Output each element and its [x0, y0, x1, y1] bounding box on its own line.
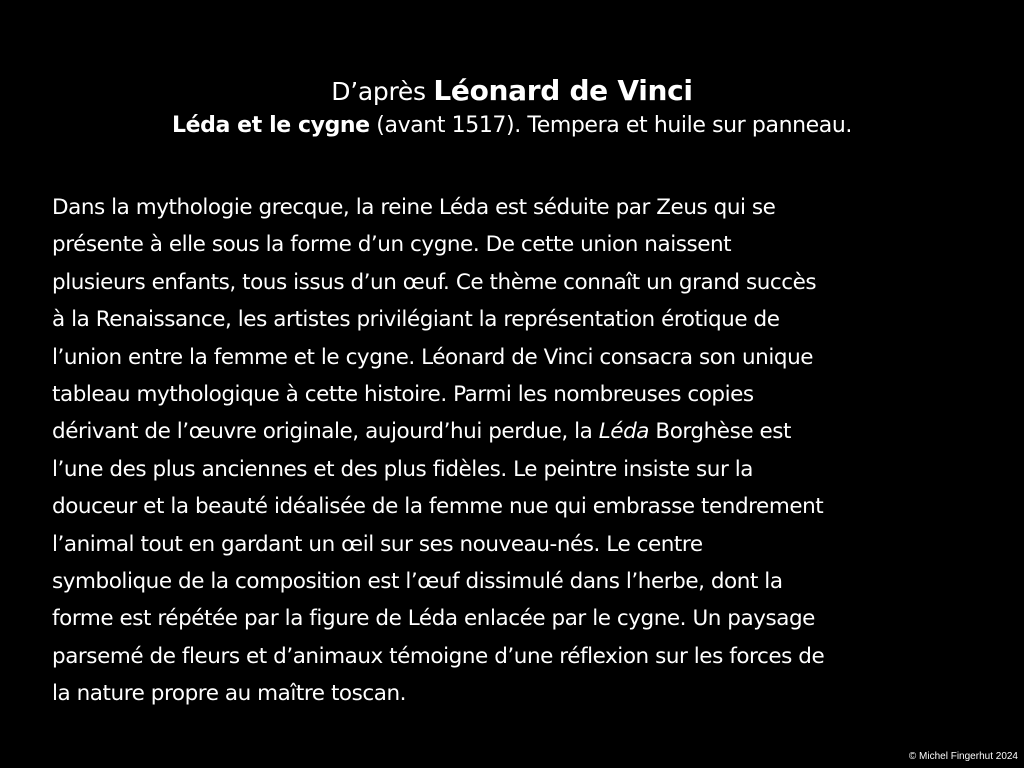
paragraph-line: l’animal tout en gardant un œil sur ses nouveau-nés. Le centre: [52, 531, 703, 557]
paragraph-line: à la Renaissance, les artistes privilégiant la représentation érotique de: [52, 307, 780, 333]
slide-subtitle: [0, 110, 1024, 142]
slide-title: [0, 73, 1024, 110]
description-paragraph: [52, 189, 977, 713]
paragraph-line: [52, 413, 977, 450]
slide-header: [0, 73, 1024, 142]
paragraph-line: l’une des plus anciennes et des plus fidèles. Le peintre insiste sur la: [52, 456, 753, 482]
work-title: Léda et le cygne: [171, 113, 370, 138]
paragraph-line: la nature propre au maître toscan.: [52, 681, 407, 707]
copyright-notice: © Michel Fingerhut 2024: [908, 751, 1018, 762]
paragraph-line: tableau mythologique à cette histoire. Parmi les nombreuses copies: [52, 382, 754, 408]
italic-leda: Léda: [598, 419, 650, 445]
paragraph-line: parsemé de fleurs et d’animaux témoigne d’une réflexion sur les forces de: [52, 643, 825, 669]
line-text-before: dérivant de l’œuvre originale, aujourd’hui perdue, la: [52, 419, 599, 445]
line-text-after: Borghèse est: [649, 419, 791, 445]
paragraph-line: symbolique de la composition est l’œuf dissimulé dans l’herbe, dont la: [52, 569, 783, 595]
paragraph-line: Dans la mythologie grecque, la reine Léda est séduite par Zeus qui se: [52, 195, 776, 220]
paragraph-line: forme est répétée par la figure de Léda enlacée par le cygne. Un paysage: [52, 606, 815, 632]
work-details: (avant 1517). Tempera et huile sur panneau.: [369, 113, 853, 138]
title-prefix: D’après: [331, 77, 434, 106]
paragraph-line: plusieurs enfants, tous issus d’un œuf. Ce thème connaît un grand succès: [52, 269, 817, 295]
paragraph-line: présente à elle sous la forme d’un cygne. De cette union naissent: [52, 232, 732, 258]
paragraph-line: douceur et la beauté idéalisée de la femme nue qui embrasse tendrement: [52, 494, 824, 520]
artist-name: Léonard de Vinci: [433, 74, 693, 107]
paragraph-line: l’union entre la femme et le cygne. Léonard de Vinci consacra son unique: [52, 344, 814, 370]
